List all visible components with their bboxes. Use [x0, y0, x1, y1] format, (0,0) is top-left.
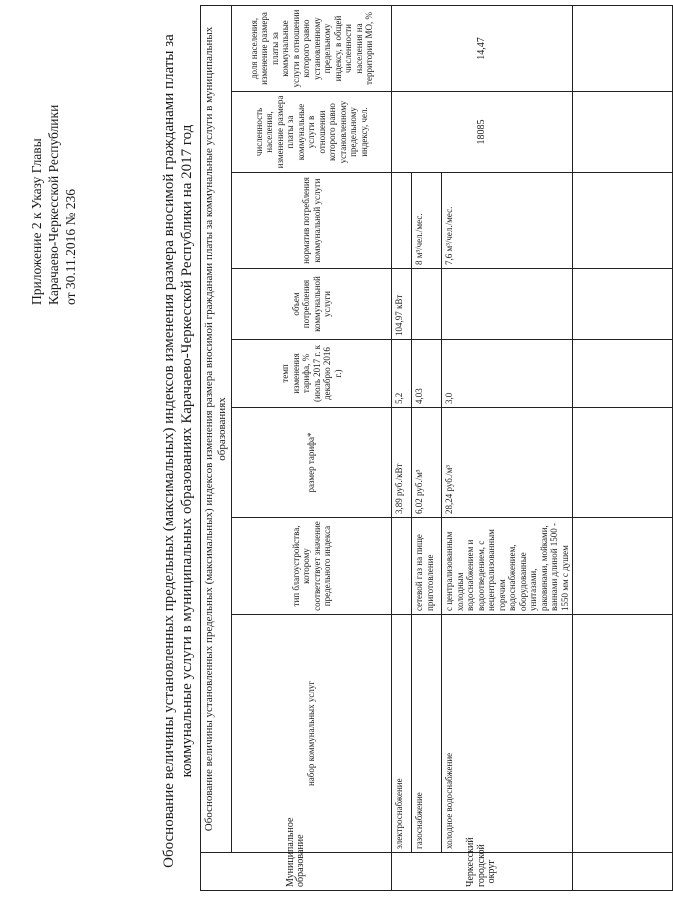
table-span-header: Обоснование величины установленных предельных (максимальных) индексов изменения размера вносимой гражданами платы за коммунальные услуги в муниципальных образованиях: [201, 5, 232, 852]
tariff-cold-water: 28,24 руб./м³: [442, 408, 573, 518]
norm-electricity: [392, 173, 412, 269]
column-header-share-mo: доля населения, изменение размера платы за коммунальные услуги в отношении которого равно установленному предельному индексу, в общей численности населения на территории МО, %: [232, 5, 392, 91]
blank-cell: [573, 408, 673, 518]
volume-cold-water: [442, 269, 573, 340]
amenity-cold-water: с централизованным холодным водоснабжением и водоотведением, с нецентрализованным горячим водоснабжением, оборудованные унитазами, раковинами, мойками, ваннами длиной 1500 - 1550 мм с душем: [442, 518, 573, 615]
tariff-gas: 6,02 руб./м³: [412, 408, 442, 518]
blank-cell: [573, 340, 673, 408]
share-mo-value: 14,47: [392, 5, 573, 91]
column-header-services: набор коммунальных услуг: [232, 615, 392, 853]
appendix-line-3: от 30.11.2016 № 236: [63, 189, 78, 305]
column-header-tariff: размер тарифа*: [232, 408, 392, 518]
blank-cell: [573, 92, 673, 173]
amenity-gas: сетевой газ на пище приготовление: [412, 518, 442, 615]
blank-cell: [573, 5, 673, 91]
column-header-consumption-volume: объем потребления коммунальной услуги: [232, 269, 392, 340]
blank-cell: [573, 518, 673, 615]
blank-cell: [573, 615, 673, 853]
service-gas: газоснабжение: [412, 615, 442, 853]
tariff-change-electricity: 5,2: [392, 340, 412, 408]
norm-cold-water: 7,6 м³/чел./мес.: [442, 173, 573, 269]
column-header-population-count: численность населения, изменение размера платы за коммунальные услуги в отношении которого равно установленному предельному индексу, чел.: [232, 92, 392, 173]
table-row-blank: [573, 5, 673, 890]
title-line-1: Обоснование величины установленных предельных (максимальных) индексов изменения размера вносимой гражданами платы за: [161, 34, 177, 868]
index-justification-table: [200, 5, 673, 891]
service-cold-water: холодное водоснабжение: [442, 615, 573, 853]
blank-cell: [573, 269, 673, 340]
norm-gas: 8 м³/чел./мес.: [412, 173, 442, 269]
tariff-change-gas: 4,03: [412, 340, 442, 408]
population-count-value: 18085: [392, 92, 573, 173]
column-header-municipality: Муниципальное образование: [201, 853, 392, 891]
appendix-note: [28, 15, 79, 305]
column-header-amenity: тип благоустройства, которому соответствует значение предельного индекса: [232, 518, 392, 615]
service-electricity: электроснабжение: [392, 615, 412, 853]
tariff-electricity: 3,89 руб./кВт: [392, 408, 412, 518]
column-header-tariff-change: темп изменения тарифа, % (июль 2017 г. к декабрю 2016 г.): [232, 340, 392, 408]
appendix-line-1: Приложение 2 к Указу Главы: [29, 138, 44, 305]
amenity-electricity: [392, 518, 412, 615]
municipality-name: Черкесский городской округ: [392, 853, 573, 891]
document-title: [160, 21, 196, 881]
table-row: [392, 5, 412, 890]
blank-cell: [573, 173, 673, 269]
title-line-2: коммунальные услуги в муниципальных образованиях Карачаево-Черкесской Республики на 2017 год: [179, 124, 195, 778]
tariff-change-cold-water: 3,0: [442, 340, 573, 408]
blank-cell: [573, 853, 673, 891]
appendix-line-2: Карачаево-Черкесской Республики: [46, 104, 61, 305]
column-header-consumption-norm: норматив потребления коммунальной услуги: [232, 173, 392, 269]
volume-gas: [412, 269, 442, 340]
volume-electricity: 104,97 кВт: [392, 269, 412, 340]
